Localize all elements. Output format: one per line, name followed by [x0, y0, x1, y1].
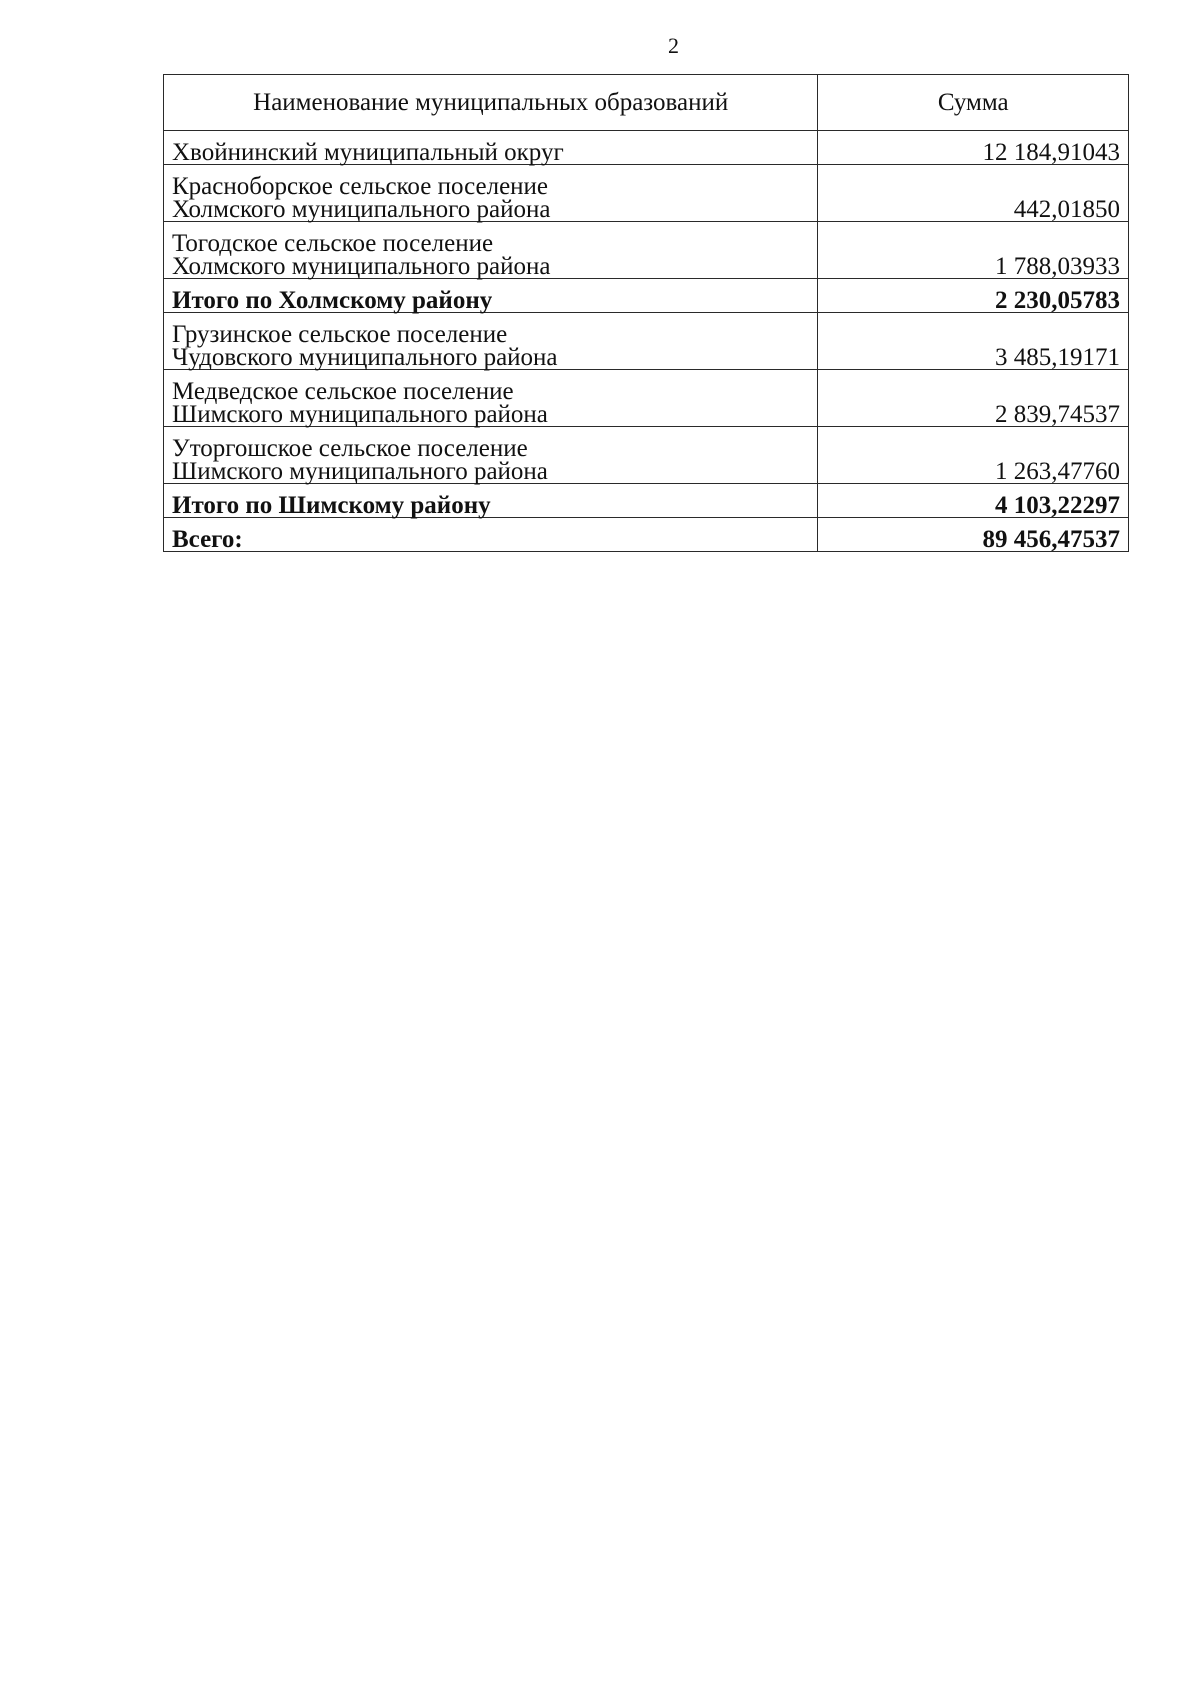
subtotal-row — [164, 484, 1129, 518]
municipality-name — [164, 370, 818, 427]
municipality-name — [164, 222, 818, 279]
table-row — [164, 131, 1129, 165]
municipality-name-line: Медведское сельское поселение — [172, 378, 514, 405]
grand-total-row — [164, 518, 1129, 552]
table-row — [164, 313, 1129, 370]
subtotal-row — [164, 279, 1129, 313]
budget-table — [163, 74, 1129, 552]
subtotal-label — [164, 279, 818, 313]
subtotal-value: 2 230,05783 — [818, 279, 1129, 313]
table-header — [164, 75, 1129, 131]
subtotal-label — [164, 484, 818, 518]
table-row — [164, 370, 1129, 427]
municipality-name — [164, 427, 818, 484]
municipality-name-line: Чудовского муниципального района — [172, 344, 558, 371]
header-sum: Сумма — [818, 75, 1129, 131]
subtotal-value: 4 103,22297 — [818, 484, 1129, 518]
municipality-name-line: Тогодское сельское поселение — [172, 230, 494, 257]
municipality-name-line: Шимского муниципального района — [172, 401, 548, 428]
municipality-name — [164, 131, 818, 165]
municipality-name — [164, 165, 818, 222]
municipality-name-line: Холмского муниципального района — [172, 196, 551, 223]
municipality-name-line: Хвойнинский муниципальный округ — [172, 139, 564, 166]
subtotal-label-line: Итого по Шимскому району — [172, 492, 491, 519]
municipality-name-line: Холмского муниципального района — [172, 253, 551, 280]
municipality-name-line: Красноборское сельское поселение — [172, 173, 549, 200]
sum-value: 2 839,74537 — [818, 370, 1129, 427]
sum-value: 442,01850 — [818, 165, 1129, 222]
grand-total-value: 89 456,47537 — [818, 518, 1129, 552]
municipality-name-line: Уторгошское сельское поселение — [172, 435, 528, 462]
grand-total-label-line: Всего: — [172, 526, 243, 553]
municipality-name — [164, 313, 818, 370]
header-municipality-name: Наименование муниципальных образований — [164, 75, 818, 131]
municipality-name-line: Шимского муниципального района — [172, 458, 548, 485]
sum-value: 1 788,03933 — [818, 222, 1129, 279]
table-row — [164, 222, 1129, 279]
table-row — [164, 165, 1129, 222]
grand-total-label — [164, 518, 818, 552]
sum-value: 12 184,91043 — [818, 131, 1129, 165]
subtotal-label-line: Итого по Холмскому району — [172, 287, 493, 314]
page-number: 2 — [668, 33, 679, 58]
sum-value: 3 485,19171 — [818, 313, 1129, 370]
sum-value: 1 263,47760 — [818, 427, 1129, 484]
table-row — [164, 427, 1129, 484]
header-row — [164, 75, 1129, 131]
municipality-name-line: Грузинское сельское поселение — [172, 321, 508, 348]
